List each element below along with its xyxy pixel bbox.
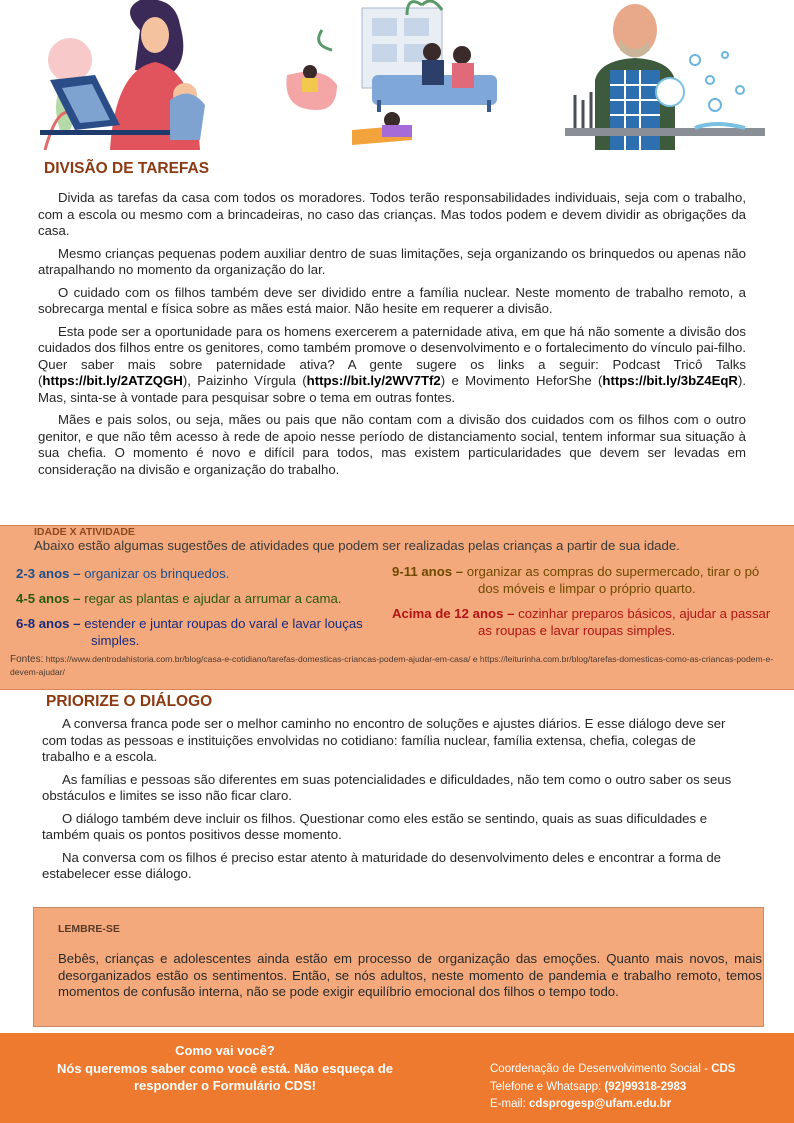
lembre-se-box — [33, 907, 764, 1027]
section-heading-dialogo: PRIORIZE O DIÁLOGO — [46, 693, 213, 710]
age-item: 9-11 anos – organizar as compras do supermercado, tirar o pó dos móveis e limpar o próprio quarto. — [392, 564, 760, 596]
footer-invite: Nós queremos saber como você está. Não esqueça de responder o Formulário CDS! — [57, 1060, 393, 1093]
footer-contact — [490, 1061, 735, 1114]
paragraph: Divida as tarefas da casa com todos os moradores. Todos terão responsabilidades individuais, seja com o trabalho, com a escola ou mesmo com a brincadeiras, no caso das crianças. Mas todos podem e devem dividir as obrigações da casa. — [38, 190, 746, 238]
lembre-title: LEMBRE-SE — [58, 923, 120, 935]
footer-question: Como vai você? — [175, 1043, 275, 1058]
paragraph: O diálogo também deve incluir os filhos. Questionar como eles estão se sentindo, quais as suas dificuldades e também quais os pontos positivos desse momento. — [42, 810, 708, 842]
footer-phone: Telefone e Whatsapp: (92)99318-2983 — [490, 1080, 687, 1093]
age-item: 2-3 anos – organizar os brinquedos. — [16, 566, 230, 581]
link-heforshe[interactable]: https://bit.ly/3bZ4EqR — [602, 373, 738, 388]
fontes-links[interactable]: https://www.dentrodahistoria.com.br/blog/casa-e-cotidiano/tarefas-domesticas-criancas-podem-ajudar-em-casa/ e https://leiturinha.com.br/blog/tarefas-domesticas-como-as-criancas-podem-e-devem-ajudar/ — [10, 654, 774, 677]
age-item: 6-8 anos – estender e juntar roupas do varal e lavar louças simples. — [16, 616, 363, 648]
footer-org: Coordenação de Desenvolvimento Social - CDS — [490, 1063, 736, 1075]
link-tricotalks[interactable]: https://bit.ly/2ATZQGH — [42, 373, 183, 388]
email-link[interactable]: cdsprogesp@ufam.edu.br — [528, 1098, 672, 1110]
age-item: Acima de 12 anos – cozinhar preparos básicos, ajudar a passar as roupas e lavar roupas simples. — [392, 606, 771, 638]
paragraph: As famílias e pessoas são diferentes em suas potencialidades e dificuldades, não tem como o outro saber os seus obstáculos e limites se isso não ficar claro. — [42, 771, 732, 803]
section-body-dialogo — [42, 716, 742, 889]
form-link[interactable]: Formulário CDS! — [212, 1078, 317, 1093]
footer-message — [40, 1042, 410, 1095]
link-paizinho-virgula[interactable]: https://bit.ly/2WV7Tf2 — [306, 373, 441, 388]
lembre-text: Bebês, crianças e adolescentes ainda estão em processo de organização das emoções. Quanto mais novos, mais desorganizados estão os sentimentos. Então, se nós adultos, neste momento de pandemia e trabalho remoto, temos momentos de confusão interna, não se pode exigir equilíbrio emocional dos filhos o tempo todo. — [58, 951, 762, 999]
paragraph-paternidade: Esta pode ser a oportunidade para os homens exercerem a paternidade ativa, em que há não somente a divisão dos cuidados dos filhos entre os genitores, como também promove o desenvolvimento e o fortalecimento do vínculo pai-filho. Quer saber mais sobre paternidade ativa? A gente sugere os links a seguir: Podcast Tricô Talks (https://bit.ly/2ATZQGH), Paizinho Vírgula (https://bit.ly/2WV7Tf2) e Movimento HeforShe (https://bit.ly/3bZ4EqR). Mas, sinta-se à vontade para pesquisar sobre o tema em outras fontes. — [38, 323, 747, 405]
father-washing-dishes-illustration — [565, 0, 765, 150]
paragraph: A conversa franca pode ser o melhor caminho no encontro de soluções e ajustes diários. E esse diálogo deve ser com todas as pessoas e instituições envolvidas no cotidiano: família nuclear, família extensa, chefia, colegas de trabalho e a escola. — [42, 716, 726, 764]
footer — [0, 1033, 794, 1123]
family-at-home-illustration — [282, 0, 507, 150]
section-heading-divisao: DIVISÃO DE TAREFAS — [44, 160, 210, 177]
age-item: 4-5 anos – regar as plantas e ajudar a arrumar a cama. — [16, 591, 342, 606]
idade-atividade-box — [0, 525, 794, 690]
section-body-divisao — [38, 190, 746, 484]
idade-title: IDADE X ATIVIDADE — [34, 526, 135, 538]
paragraph: Mesmo crianças pequenas podem auxiliar dentro de suas limitações, seja organizando os brinquedos ou apenas não atrapalhando no momento da organização do lar. — [38, 245, 746, 277]
idade-fontes: Fontes: https://www.dentrodahistoria.com.br/blog/casa-e-cotidiano/tarefas-domesticas-criancas-podem-ajudar-em-casa/ e https://leiturinha.com.br/blog/tarefas-domesticas-como-as-criancas-podem-e-devem-ajudar/ — [10, 654, 774, 677]
paragraph: Mães e pais solos, ou seja, mães ou pais que não contam com a divisão dos cuidados com os filhos com o outro genitor, e que não têm acesso à rede de apoio nesse período de distanciamento social, tentem informar sua situação à sua chefia. O momento é novo e difícil para todos, mas existem particularidades que devem ser levadas em consideração na divisão e organização do trabalho. — [38, 412, 746, 477]
mother-working-illustration — [40, 0, 240, 150]
paragraph: O cuidado com os filhos também deve ser dividido entre a família nuclear. Neste momento de trabalho remoto, a sobrecarga mental e física sobre as mães está maior. Não hesite em requerer a divisão. — [38, 284, 746, 316]
idade-intro: Abaixo estão algumas sugestões de atividades que podem ser realizadas pelas crianças a partir de sua idade. — [34, 538, 680, 553]
paragraph: Na conversa com os filhos é preciso estar atento à maturidade do desenvolvimento deles e encontrar a forma de estabelecer esse diálogo. — [42, 849, 722, 881]
footer-email: E-mail: cdsprogesp@ufam.edu.br — [490, 1098, 672, 1110]
